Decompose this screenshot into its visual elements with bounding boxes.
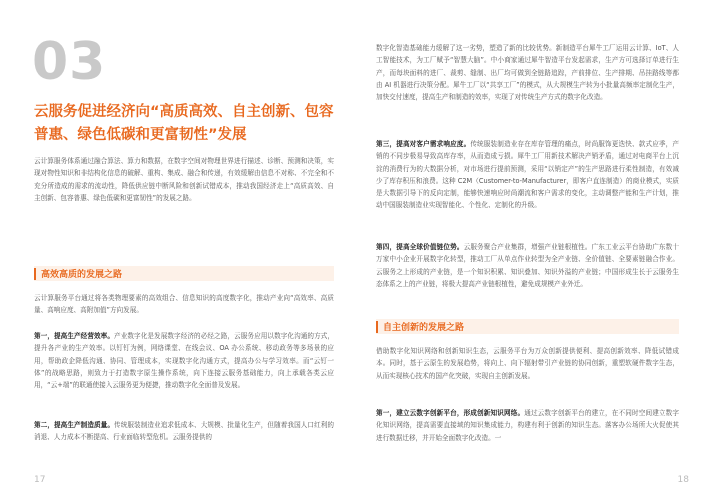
right-page [355, 0, 710, 504]
paragraph-lead: 第二，提高生产制造质量。 [34, 421, 115, 429]
chapter-title: 云服务促进经济向“高质高效、自主创新、包容普惠、绿色低碳和更富韧性”发展 [34, 104, 334, 143]
paragraph-body: 通过云数字创新平台的建立，在不同时空间建立数字化知识网络，提高需要直接域的知识集成能力，构建有利于创新的知识生态。落客办公场所大火促使其进行数据迁移，并开始全面数字化改造。一 [376, 409, 679, 442]
section-header-innovation [376, 319, 679, 334]
section-accent-bar [376, 321, 378, 333]
paragraph-lead: 第三，提高对客户需求响应度。 [376, 140, 471, 148]
section-header-efficiency [34, 266, 334, 281]
paragraph-body: 传统服装制造业追求低成本、大规模、批量化生产，但随着我国人口红利的消退、人力成本不断提高、行业面临转型危机。云服务提供的 [34, 421, 335, 442]
chapter-number: 03 [32, 32, 107, 92]
intro-paragraph: 云计算服务体系通过融合算法、算力和数据，在数字空间对物理世界进行描述、诊断、预测和决策，实现对物性知识和非结构化信息的破解、重构、集成、融合和传递，有效缓解由信息不对称、不完全和不充分所造成的需求的流动性，降低供应链中断风险和创新试错成本，推动我国经济走上“高质高效、自主创新、包容普惠、绿色低碳和更富韧性”的发展之路。 [34, 157, 334, 202]
section-title: 自主创新的发展之路 [383, 323, 465, 333]
paragraph-body: 产业数字化是发展数字经济的必经之路，云服务应用以数字化沟通的方式，提升各产业的生产效率。以钉钉为例，网络课堂、在线会议、OA 办公系统、移动政务等多场景的应用，帮助政企降低沟通、协同、管理成本，实现数字化沟通方式，提高办公与学习效率。而“云钉一体”的战略思路，则致力于打造数字原生操作系统，向下连接云服务基础能力，向上承载各类云应用，“云+端”的联通使接入云服务更为便捷，推动数字化全面普及发展。 [34, 332, 335, 390]
paragraph-fifth [376, 407, 679, 444]
section1-intro: 云计算服务平台通过将各类物理要素的高效组合、信息知识的高度数字化，推动产业向“高效率、高质量、高响应度、高附加值”方向发展。 [34, 294, 334, 315]
page-number: 17 [34, 475, 46, 485]
page-number: 18 [677, 475, 689, 485]
paragraph-second [34, 419, 334, 444]
section-title: 高效高质的发展之路 [41, 270, 123, 280]
paragraph-third [376, 138, 679, 212]
paragraph-continued: 数字化智造基础能力缓解了这一劣势，塑造了新的比较优势。新制造平台犀牛工厂运用云计算、IoT、人工智能技术，为工厂赋予“智慧大脑”。中小商家通过犀牛智造平台发起需求，生产方可选择订单进行生产，而每块面料的进厂、裁剪、缝制、出厂均可做到全链路追踪，产前排位、生产排期、吊挂路线等都由 AI 机器进行决策分配。犀牛工厂以“共享工厂”的模式，从大规模生产转为小批量高频率定制化生产，加快交付速度，提高生产和制造的效率，实现了对传统生产方式的数字化改造。 [376, 44, 679, 102]
paragraph-fourth [376, 241, 679, 290]
paragraph-lead: 第一，提高生产经营效率。 [34, 332, 115, 340]
paragraph-lead: 第四，提高全球价值链位势。 [376, 243, 464, 251]
section-accent-bar [34, 268, 36, 280]
paragraph-body: 云服务聚合产业集群，增强产业链根植性。广东工业云平台协助广东数十万家中小企业开展数字化转型，推动工厂从单点作业转型为全产业链、全价值链、全要素链融合作业。云服务之上形成的产业链，是一个知识积累、知识叠加、知识外溢的产业链；中国形成生长于云服务生态体系之上的产业链，将极大提高产业链根植性，避免成规模产业外迁。 [376, 243, 680, 288]
paragraph-body: 传统服装制造业存在库存管理的痛点，时尚服饰更迭快、款式应季，产销的不同步极易导致高库存率，从而造成亏损。犀牛工厂用新技术解决产销矛盾，通过对电商平台上沉淀的消费行为的大数据分析，对市场进行提前预测，采用“以销定产”的生产思路进行柔性制造，有效减少了库存积压和浪费。这种 C2M（Customer-to-Manufacturer，即客户直连制造）的商业模式，实质是大数据引导下的反向定制，能够快速响应时尚潮流和客户需求的变化，主动调整产能和生产计划，推动中国服装制造业实现智能化、个性化、定制化的升级。 [376, 140, 680, 210]
section2-intro: 借助数字化知识网络和创新知识生态，云服务平台为万众创新提供便利、提高创新效率、降低试错成本。同时，基于云原生的发展趋势，将向上、向下辐射带引产业链的协同创新，重塑软硬件数字生态，从而实现核心技术的国产化突破，实现自主创新发展。 [376, 347, 679, 380]
paragraph-first [34, 330, 334, 391]
paragraph-lead: 第一，建立云数字创新平台，形成创新知识网络。 [376, 409, 525, 417]
